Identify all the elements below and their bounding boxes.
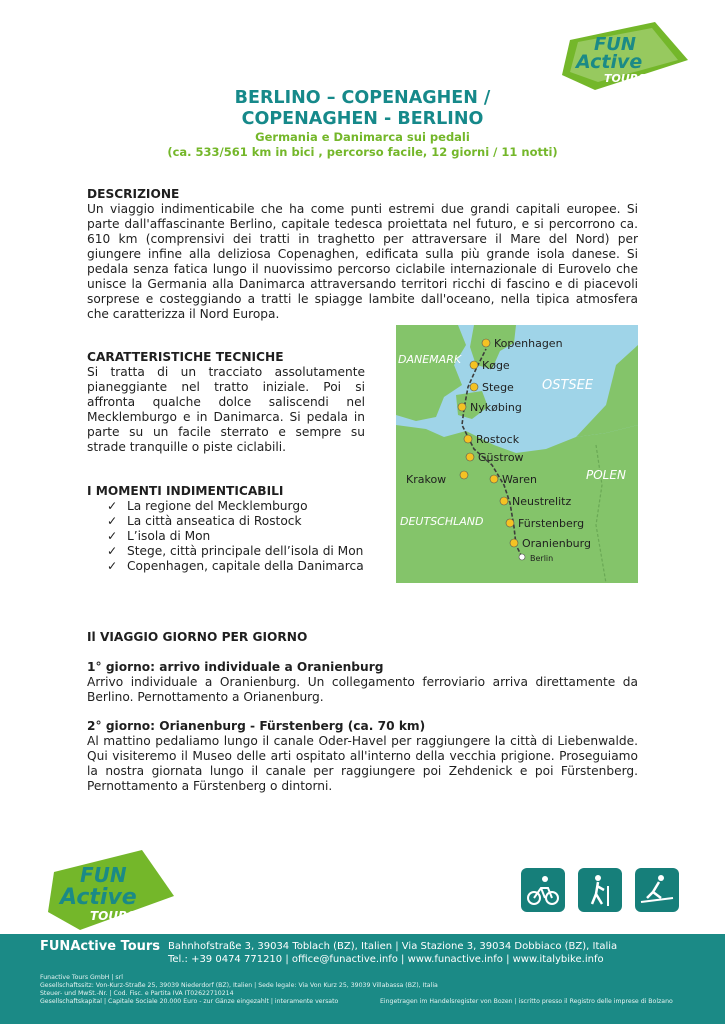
city-kopenhagen: Kopenhagen xyxy=(494,337,563,350)
footer-legal-4: Gesellschaftskapital | Capitale Sociale 20.000 Euro - zur Gänze eingezahlt | interamente versato xyxy=(40,998,339,1005)
checkmark-icon: ✓ xyxy=(107,499,118,513)
map-label-denmark: DANEMARK xyxy=(398,353,462,366)
list-item: ✓ La regione del Mecklemburgo xyxy=(107,499,308,513)
day1-text: Arrivo individuale a Oranienburg. Un collegamento ferroviario arriva direttamente da Berlino. Pernottamento a Orianenburg. xyxy=(87,675,638,704)
footer-legal-3: Steuer- und MwSt.-Nr. | Cod. Fisc. e Partita IVA IT02622710214 xyxy=(40,990,234,997)
city-stege: Stege xyxy=(482,381,514,394)
funactive-logo xyxy=(560,20,690,92)
descrizione-heading: DESCRIZIONE xyxy=(87,187,180,201)
svg-text:Active: Active xyxy=(60,885,137,910)
list-item: ✓ L’isola di Mon xyxy=(107,529,211,543)
city-oranienburg: Oranienburg xyxy=(522,537,591,550)
momenti-heading: I MOMENTI INDIMENTICABILI xyxy=(87,484,284,498)
footer-contacts: Tel.: +39 0474 771210 | office@funactive.info | www.funactive.info | www.italybike.info xyxy=(168,954,604,965)
city-krakow: Krakow xyxy=(406,473,447,486)
map-label-sea: OSTSEE xyxy=(542,378,594,393)
page-title-line1: BERLINO – COPENAGHEN / xyxy=(234,88,491,108)
checkmark-icon: ✓ xyxy=(107,529,118,543)
checkmark-icon: ✓ xyxy=(107,559,118,573)
footer-legal-5: Eingetragen im Handelsregister von Bozen | iscritto presso il Registro delle imprese di Bolzano xyxy=(380,998,673,1005)
momenti-list xyxy=(87,499,377,574)
list-item: ✓ Copenhagen, capitale della Danimarca xyxy=(107,559,364,573)
caratteristiche-text: Si tratta di un tracciato assolutamente pianeggiante nel tratto iniziale. Poi si affronta qualche dolce saliscendi nel Mecklemburgo e in Danimarca. Si pedala in parte su un facile sterrato e sempre su strade tranquille o piste ciclabili. xyxy=(87,365,365,454)
footer-company: FUNActive Tours xyxy=(40,939,161,954)
bike-icon xyxy=(521,868,565,912)
footer-legal-1: Funactive Tours GmbH | srl xyxy=(40,974,123,981)
day1-title: 1° giorno: arrivo individuale a Oranienburg xyxy=(87,660,384,674)
city-furstenberg: Fürstenberg xyxy=(518,517,585,530)
caratteristiche-heading: CARATTERISTICHE TECNICHE xyxy=(87,350,284,364)
list-item: ✓ La città anseatica di Rostock xyxy=(107,514,302,528)
city-nykobing: Nykøbing xyxy=(470,401,522,414)
checkmark-icon: ✓ xyxy=(107,514,118,528)
checkmark-icon: ✓ xyxy=(107,544,118,558)
svg-text:TOURS: TOURS xyxy=(604,72,647,85)
map-label-poland: POLEN xyxy=(586,468,626,482)
city-neustrelitz: Neustrelitz xyxy=(512,495,572,508)
footer-address: Bahnhofstraße 3, 39034 Toblach (BZ), Italien | Via Stazione 3, 39034 Dobbiaco (BZ), Italia xyxy=(168,941,618,952)
footer-legal-2: Gesellschaftssitz: Von-Kurz-Straße 25, 39039 Niederdorf (BZ), Italien | Sede legale: Via Von Kurz 25, 39039 Villabassa (BZ), Italia xyxy=(40,982,438,989)
page-title-line2: COPENAGHEN - BERLINO xyxy=(241,109,484,129)
title-block xyxy=(0,88,725,160)
skiing-icon xyxy=(635,868,679,912)
city-berlin: Berlin xyxy=(530,554,554,563)
svg-text:FUN: FUN xyxy=(594,34,636,55)
city-gustrow: Güstrow xyxy=(478,451,524,464)
day2-text: Al mattino pedaliamo lungo il canale Oder-Havel per raggiungere la città di Liebenwalde. Qui visiteremo il Museo delle arti ospitato all'interno della vecchia prigione. Proseguiamo la nostra giornata lungo il canale per raggiungere poi Zehdenick e poi Fürstenberg. Pernottamento a Fürstenberg o dintorni. xyxy=(87,734,638,793)
trip-details: (ca. 533/561 km in bici , percorso facile, 12 giorni / 11 notti) xyxy=(167,145,558,159)
svg-text:TOURS: TOURS xyxy=(90,909,137,923)
route-map xyxy=(396,325,638,583)
itinerary-heading: Il VIAGGIO GIORNO PER GIORNO xyxy=(87,630,308,644)
city-rostock: Rostock xyxy=(476,433,520,446)
day2-title: 2° giorno: Orianenburg - Fürstenberg (ca. 70 km) xyxy=(87,719,426,733)
city-waren: Waren xyxy=(502,473,537,486)
page-subtitle: Germania e Danimarca sui pedali xyxy=(255,130,470,144)
city-koge: Køge xyxy=(482,359,510,372)
svg-text:FUN: FUN xyxy=(80,863,127,887)
list-item: ✓ Stege, città principale dell’isola di Mon xyxy=(107,544,364,558)
hiking-icon xyxy=(578,868,622,912)
svg-text:Active: Active xyxy=(576,51,643,73)
footer xyxy=(0,838,725,1024)
footer-logo xyxy=(46,846,176,932)
descrizione-text: Un viaggio indimenticabile che ha come punti estremi due grandi capitali europee. Si parte dall'affascinante Berlino, capitale tedesca proiettata nel futuro, e si percorrono ca. 610 km (comprensivi dei tratti in traghetto per attraversare il Mare del Nord) per giungere infine alla deliziosa Copenaghen, edificata sulla più grande isola danese. Si pedala senza fatica lungo il nuovissimo percorso ciclabile internazionale di Eurovelo che unisce la Germania alla Danimarca attraversando territori ricchi di fascino e di piacevoli sorprese e costeggiando a tratti le spiagge lambite dall'oceano, nella tipica atmosfera che caratterizza il Nord Europa. xyxy=(87,202,638,321)
map-label-germany: DEUTSCHLAND xyxy=(400,515,484,528)
